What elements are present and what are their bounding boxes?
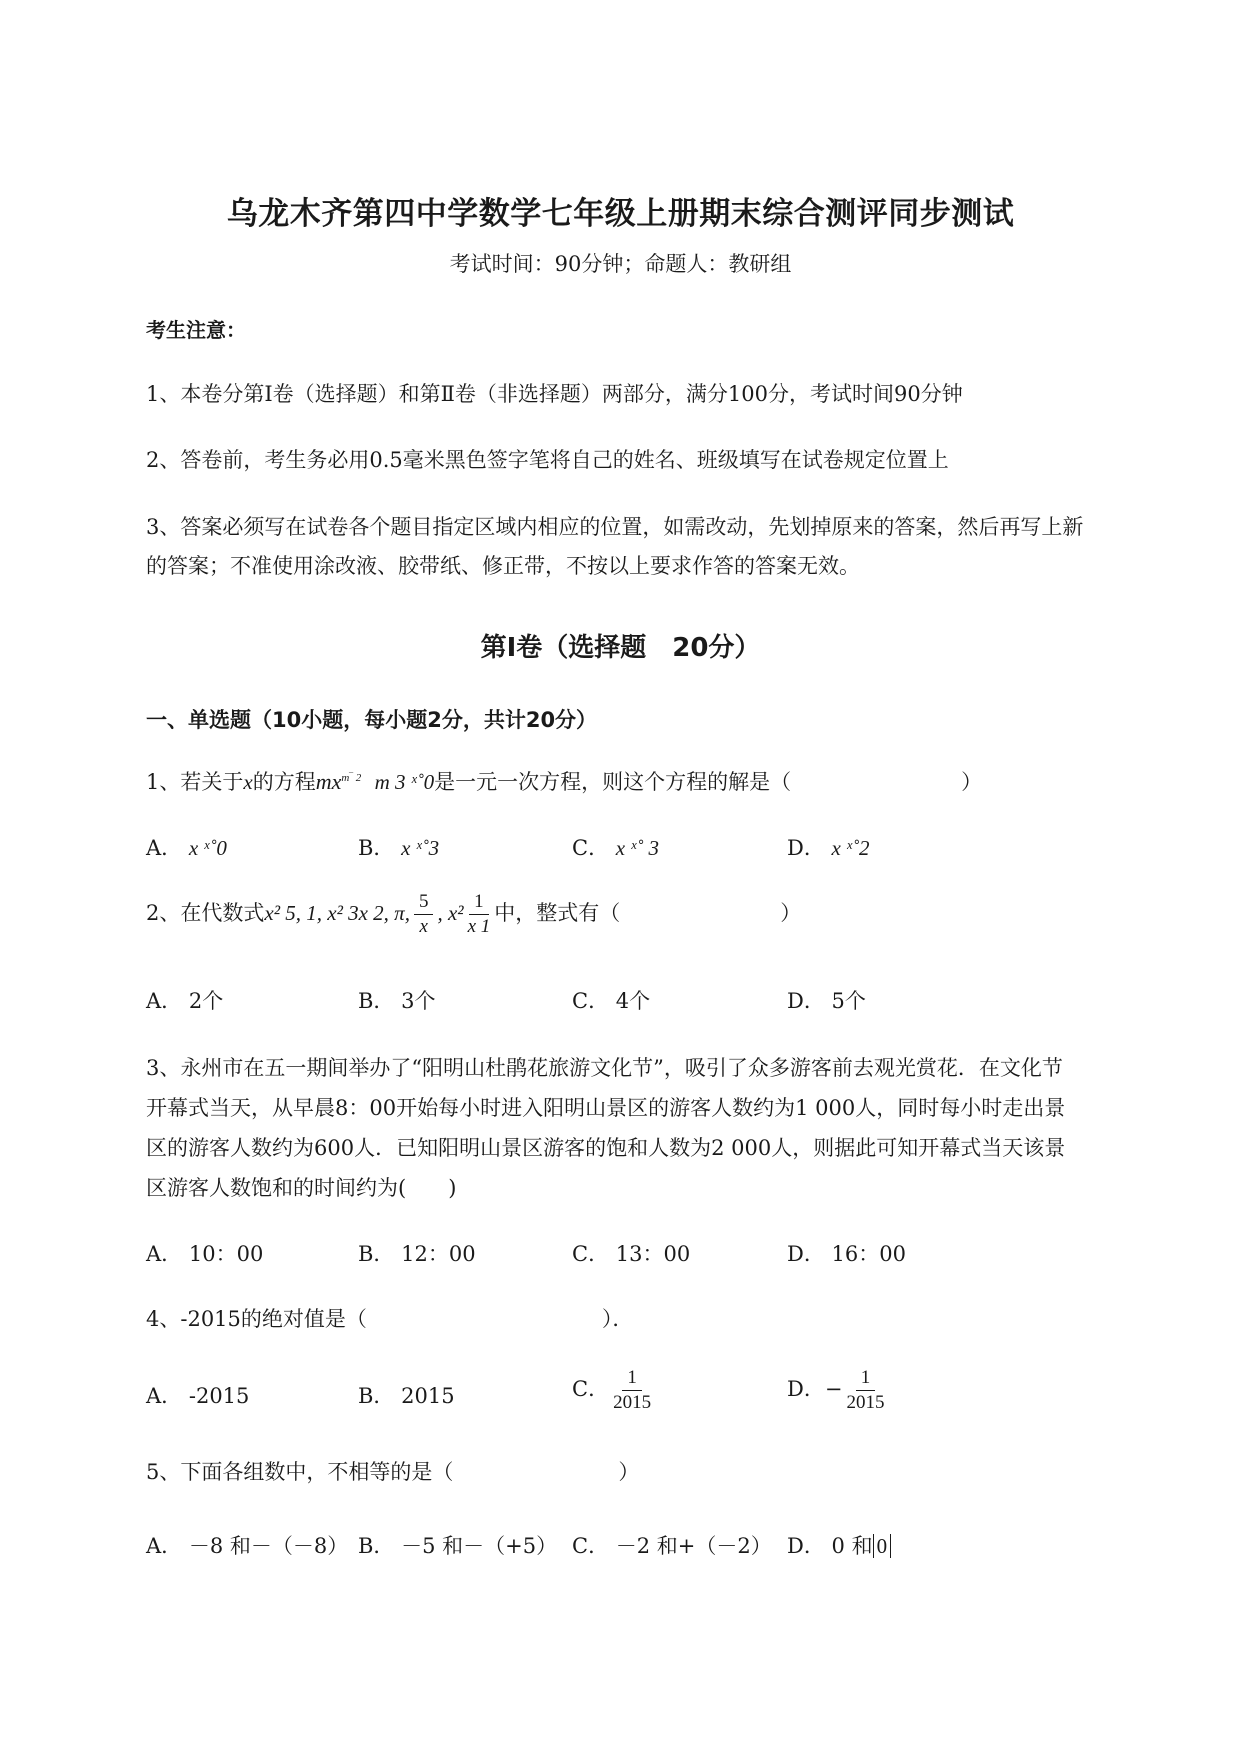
option-letter: B． bbox=[358, 1242, 395, 1266]
option-letter: C． bbox=[572, 1534, 610, 1558]
q5-close: ） bbox=[618, 1460, 640, 1484]
option-text: 12：00 bbox=[401, 1242, 476, 1266]
option-text: 5个 bbox=[831, 989, 866, 1013]
q3-line-4: 区游客人数饱和的时间约为( ) bbox=[146, 1176, 457, 1200]
option-text: 16：00 bbox=[831, 1242, 906, 1266]
q5-option-a[interactable] bbox=[146, 1530, 348, 1560]
fraction-denominator: 2015 bbox=[846, 1391, 885, 1413]
option-text: 10：00 bbox=[188, 1242, 264, 1266]
option-text: 4个 bbox=[615, 989, 651, 1013]
fraction-denominator: x bbox=[419, 915, 428, 937]
q2-fraction-1 bbox=[414, 892, 434, 937]
q4-close: ）． bbox=[601, 1307, 634, 1331]
exam-subtitle: 考试时间：90分钟；命题人：教研组 bbox=[449, 252, 792, 276]
q2-suffix: 中，整式有（ bbox=[494, 900, 621, 925]
q3-line-3: 区的游客人数约为600人．已知阳明山景区游客的饱和人数为2 000人，则据此可知开幕式当天该景 bbox=[146, 1136, 1066, 1160]
q3-line-1: 3、永州市在五一期间举办了“阳明山杜鹃花旅游文化节”，吸引了众多游客前去观光赏花．在文化节 bbox=[146, 1056, 1063, 1080]
option-text: －8 和－（－8） bbox=[188, 1534, 349, 1558]
q2-expr: x² 5, 1, x² 3x 2, π, bbox=[264, 900, 410, 925]
question-2-stem bbox=[146, 892, 801, 937]
q1-equation-sup: m‾ 2 bbox=[341, 772, 362, 784]
q3-option-b[interactable] bbox=[358, 1238, 476, 1268]
q5-option-d[interactable] bbox=[787, 1530, 891, 1560]
option-letter: A． bbox=[146, 989, 183, 1013]
q2-option-d[interactable] bbox=[787, 985, 866, 1015]
q1-mid: 的方程 bbox=[252, 770, 316, 794]
q1-option-b[interactable] bbox=[358, 832, 439, 862]
q2-close: ） bbox=[780, 900, 802, 925]
q5-stem: 5、下面各组数中，不相等的是（ bbox=[146, 1460, 454, 1484]
fraction-denominator: 2015 bbox=[613, 1391, 652, 1413]
option-text: 13：00 bbox=[615, 1242, 691, 1266]
option-text: 0 和 bbox=[831, 1534, 873, 1558]
option-text: -2015 bbox=[188, 1384, 250, 1408]
q3-option-d[interactable] bbox=[787, 1238, 906, 1268]
option-letter: D． bbox=[787, 1534, 825, 1558]
option-text: 2个 bbox=[188, 989, 224, 1013]
q1-option-d[interactable] bbox=[787, 832, 870, 862]
q2-fraction-2 bbox=[468, 892, 491, 937]
option-letter: A． bbox=[146, 1242, 183, 1266]
q5-option-c[interactable] bbox=[572, 1530, 772, 1560]
option-letter: C． bbox=[572, 1242, 610, 1266]
fraction-numerator: 5 bbox=[414, 892, 434, 915]
option-letter: A． bbox=[146, 1384, 183, 1408]
fraction-numerator: 1 bbox=[469, 892, 489, 915]
absolute-value: 0 bbox=[873, 1534, 892, 1558]
q4-option-d[interactable] bbox=[787, 1368, 888, 1413]
q1-equation: mx bbox=[315, 769, 342, 794]
fraction-numerator: 1 bbox=[856, 1368, 876, 1391]
notice-line-2: 2、答卷前，考生务必用0.5毫米黑色签字笔将自己的姓名、班级填写在试卷规定位置上 bbox=[146, 448, 949, 472]
option-text: 3个 bbox=[401, 989, 436, 1013]
option-letter: C． bbox=[572, 989, 610, 1013]
q4-option-c[interactable] bbox=[572, 1368, 655, 1413]
section-sub-heading: 一、单选题（10小题，每小题2分，共计20分） bbox=[146, 708, 598, 732]
option-letter: A． bbox=[146, 836, 183, 860]
q2-prefix: 2、在代数式 bbox=[146, 900, 265, 925]
option-letter: B． bbox=[358, 989, 395, 1013]
option-text: x ˣ˚ 3 bbox=[615, 836, 660, 860]
q1-suffix: 是一元一次方程，则这个方程的解是（ bbox=[434, 770, 792, 794]
q4-option-d-fraction bbox=[846, 1368, 884, 1413]
option-letter: B． bbox=[358, 1534, 395, 1558]
q5-option-b[interactable] bbox=[358, 1530, 557, 1560]
q2-option-a[interactable] bbox=[146, 985, 223, 1015]
option-text: －5 和－（+5） bbox=[401, 1534, 558, 1558]
q2-option-c[interactable] bbox=[572, 985, 650, 1015]
option-text: x ˣ˚3 bbox=[401, 836, 440, 860]
q1-option-c[interactable] bbox=[572, 832, 659, 862]
question-5-stem bbox=[146, 1456, 639, 1486]
notice-label: 考生注意： bbox=[146, 318, 246, 342]
notice-line-3: 3、答案必须写在试卷各个题目指定区域内相应的位置，如需改动，先划掉原来的答案，然后再写上新 bbox=[146, 515, 1084, 539]
option-letter: D． bbox=[787, 1376, 825, 1401]
option-text: x ˣ˚0 bbox=[188, 836, 227, 860]
q4-option-b[interactable] bbox=[358, 1380, 455, 1410]
q1-var: x bbox=[243, 770, 253, 794]
option-letter: D． bbox=[787, 1242, 825, 1266]
option-letter: D． bbox=[787, 836, 825, 860]
q1-close: ） bbox=[961, 770, 983, 794]
q2-expr2: , x² bbox=[437, 900, 464, 925]
q3-option-c[interactable] bbox=[572, 1238, 690, 1268]
fraction-denominator: x 1 bbox=[467, 915, 491, 937]
q4-stem: 4、-2015的绝对值是（ bbox=[146, 1307, 367, 1331]
option-letter: C． bbox=[572, 836, 610, 860]
exam-title: 乌龙木齐第四中学数学七年级上册期末综合测评同步测试 bbox=[226, 196, 1015, 232]
option-letter: C． bbox=[572, 1376, 610, 1401]
option-text: 2015 bbox=[401, 1384, 455, 1408]
question-1-stem bbox=[146, 766, 982, 796]
question-4-stem bbox=[146, 1303, 633, 1333]
option-text: x ˣ˚2 bbox=[831, 836, 870, 860]
notice-line-4: 的答案；不准使用涂改液、胶带纸、修正带，不按以上要求作答的答案无效。 bbox=[146, 554, 860, 578]
q1-option-a[interactable] bbox=[146, 832, 227, 862]
fraction-numerator: 1 bbox=[622, 1368, 642, 1391]
notice-line-1: 1、本卷分第I卷（选择题）和第Ⅱ卷（非选择题）两部分，满分100分，考试时间90分钟 bbox=[146, 382, 963, 406]
option-text: －2 和+（－2） bbox=[615, 1534, 772, 1558]
section-title: 第I卷（选择题 20分） bbox=[480, 633, 761, 663]
option-letter: B． bbox=[358, 836, 395, 860]
q4-option-a[interactable] bbox=[146, 1380, 249, 1410]
q1-prefix: 1、若关于 bbox=[146, 770, 244, 794]
q4-option-c-fraction bbox=[613, 1368, 651, 1413]
q2-option-b[interactable] bbox=[358, 985, 436, 1015]
minus-sign: − bbox=[824, 1376, 843, 1401]
option-letter: D． bbox=[787, 989, 825, 1013]
option-letter: A． bbox=[146, 1534, 183, 1558]
option-letter: B． bbox=[358, 1384, 395, 1408]
q3-option-a[interactable] bbox=[146, 1238, 263, 1268]
q3-line-2: 开幕式当天，从早晨8：00开始每小时进入阳明山景区的游客人数约为1 000人，同时每小时走出景 bbox=[146, 1096, 1066, 1120]
q1-equation-tail: m 3 ˣ˚0 bbox=[374, 770, 435, 794]
